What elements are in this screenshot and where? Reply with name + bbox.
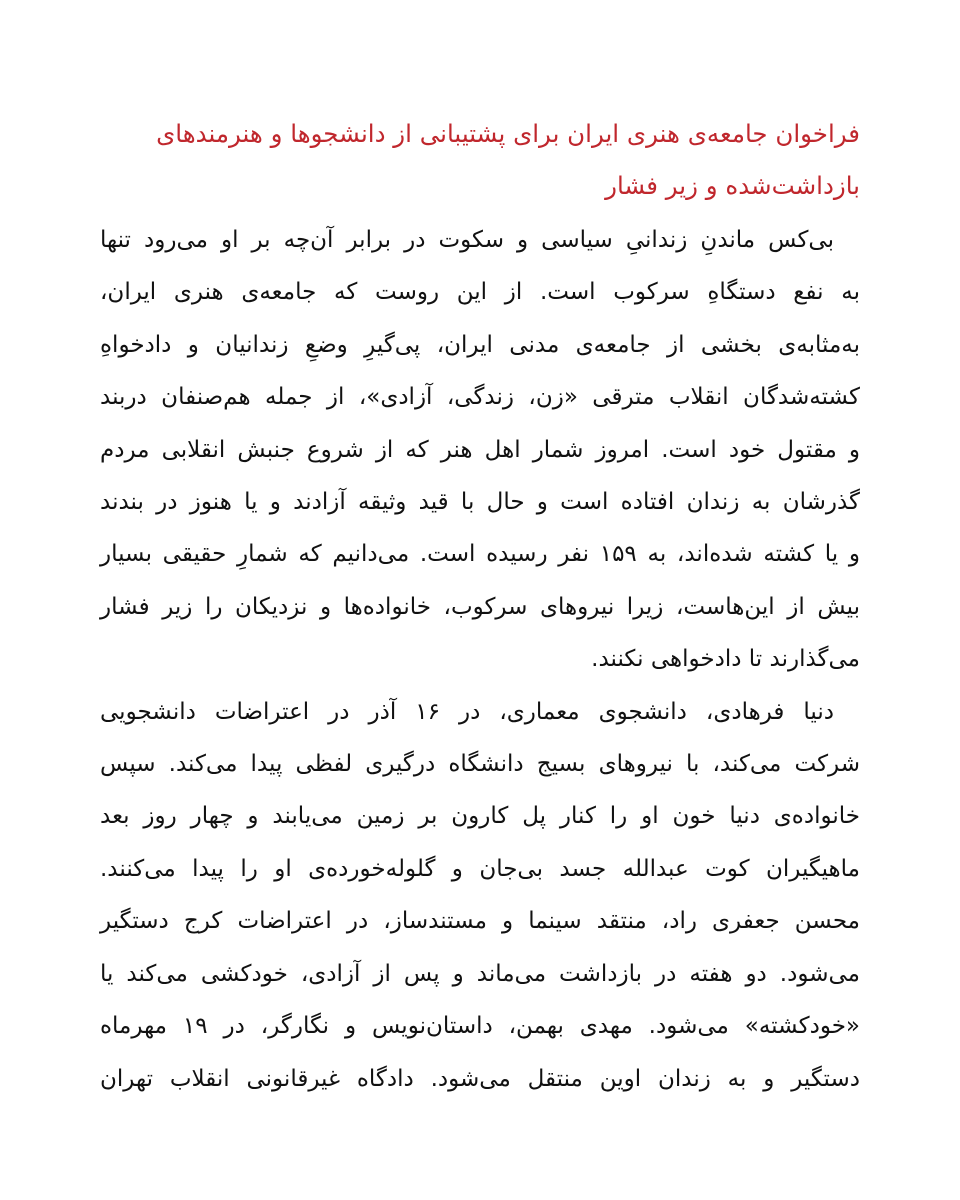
paragraph-line: شرکت می‌کند، با نیروهای بسیج دانشگاه درگیری لفظی پیدا می‌کند. سپس	[100, 751, 860, 778]
paragraph-line: می‌شود. دو هفته در بازداشت می‌ماند و پس از آزادی، خودکشی می‌کند یا	[100, 960, 860, 987]
paragraph-line: دستگیر و به زندان اوین منتقل می‌شود. دادگاه غیرقانونی انقلاب تهران	[100, 1065, 860, 1092]
paragraph-line: بی‌کس ماندنِ زندانیِ سیاسی و سکوت در برابر آن‌چه بر او می‌رود تنها	[100, 227, 834, 253]
paragraph-line: دنیا فرهادی، دانشجوی معماری، در ۱۶ آذر در اعتراضات دانشجویی	[100, 698, 834, 725]
paragraph-line: به‌مثابه‌ی بخشی از جامعه‌ی مدنی ایران، پی‌گیرِ وضعِ زندانیان و دادخواهِ	[100, 331, 860, 358]
paragraph-1	[100, 214, 860, 686]
paragraph-line: و مقتول خود است. امروز شمار اهل هنر که از شروع جنبش انقلابی مردم	[100, 436, 860, 463]
paragraph-2	[100, 686, 860, 1105]
title-line: بازداشت‌شده و زیر فشار	[605, 171, 860, 200]
title-line: فراخوان جامعه‌ی هنری ایران برای پشتیبانی از دانشجوها و هنرمندهای	[156, 119, 860, 148]
paragraph-line: محسن جعفری راد، منتقد سینما و مستندساز، در اعتراضات کرج دستگیر	[100, 908, 860, 935]
paragraph-line: کشته‌شدگان انقلاب مترقی «زن، زندگی، آزادی»، از جمله هم‌صنفان دربند	[100, 384, 860, 411]
paragraph-line: خانواده‌ی دنیا خون او را کنار پل کارون بر زمین می‌یابند و چهار روز بعد	[100, 803, 860, 830]
article	[100, 108, 860, 1105]
paragraph-line: و یا کشته شده‌اند، به ۱۵۹ نفر رسیده است. می‌دانیم که شمارِ حقیقی بسیار	[100, 541, 860, 568]
paragraph-line: ماهیگیران کوت عبدالله جسد بی‌جان و گلوله‌خورده‌ی او را پیدا می‌کنند.	[100, 855, 860, 882]
paragraph-line: گذرشان به زندان افتاده است و حال با قید وثیقه آزادند و یا هنوز در بندند	[100, 489, 860, 516]
paragraph-line: به نفع دستگاهِ سرکوب است. از این روست که جامعه‌ی هنری ایران،	[100, 279, 860, 306]
article-title	[100, 108, 860, 212]
paragraph-line: می‌گذارند تا دادخواهی نکنند.	[591, 646, 860, 673]
paragraph-line: «خودکشته» می‌شود. مهدی بهمن، داستان‌نویس و نگارگر، در ۱۹ مهرماه	[100, 1013, 860, 1040]
paragraph-line: بیش از این‌هاست، زیرا نیروهای سرکوب، خانواده‌ها و نزدیکان را زیر فشار	[100, 593, 860, 620]
